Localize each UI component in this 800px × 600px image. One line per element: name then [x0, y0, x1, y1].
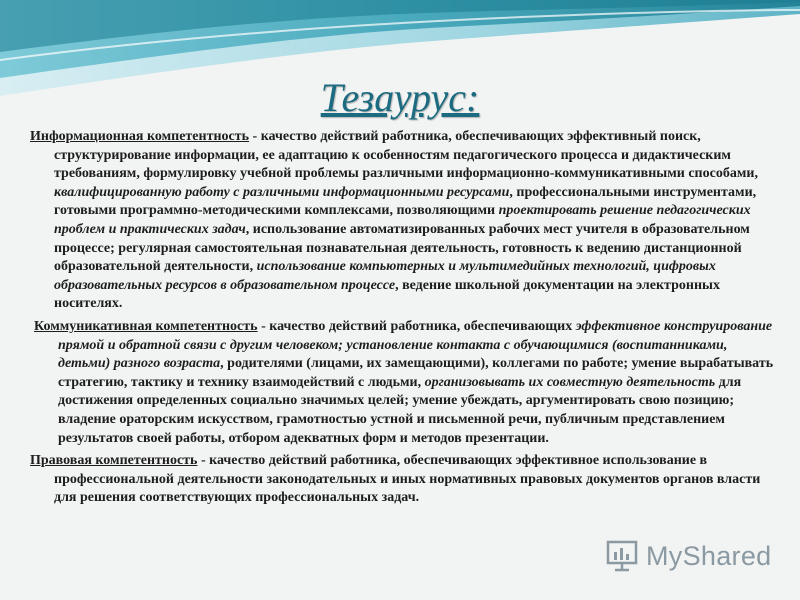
- text-segment-italic: организовывать их совместную деятельность: [424, 374, 716, 390]
- term-legal-competence: Правовая компетентность: [30, 453, 198, 469]
- paragraph-communicative-competence: [30, 318, 780, 448]
- text-segment: , ведение школьной документации на электронных носителях.: [54, 277, 720, 312]
- myshared-watermark: [606, 536, 771, 576]
- text-segment-italic: использование компьютерных и мультимедийных технологий, цифровых образовательных ресурсов в образовательном процессе: [54, 259, 716, 293]
- text-segment: для достижения определенных социально значимых целей; умение убеждать, аргументировать свою позицию; владение ораторским искусством, грамотностью устной и письменной речи, публичным представлением результатов своей работы, отбором адекватных форм и методов презентации.: [58, 374, 742, 446]
- slide-body: [30, 128, 780, 512]
- paragraph-information-competence: [30, 128, 780, 314]
- text-segment-italic: квалифицированную работу с различными информационными ресурсами: [54, 184, 510, 200]
- text-segment-italic: проектировать решение педагогических проблем и практических задач: [54, 203, 751, 237]
- paragraph-legal-competence: [30, 452, 780, 508]
- slide-title: Тезаурус:: [320, 75, 480, 120]
- text-segment: , использование автоматизированных рабочих мест учителя в образовательном процессе; регулярная самостоятельная познавательная деятельность, готовность к ведению дистанционной образовательной деятельности,: [54, 221, 750, 275]
- text-segment: - качество действий работника, обеспечивающих эффективный поиск, структурирование информации, ее адаптацию к особенностям педагогического процесса и дидактическим требованиям, формулировку учебной проблемы различными информационно-коммуникативными способами,: [54, 129, 758, 182]
- text-segment: , родителями (лицами, их замещающими), коллегами по работе; умение вырабатывать стратегию, тактику и технику взаимодействий с людьми,: [58, 356, 774, 390]
- watermark-brand-text: MyShared: [646, 540, 772, 571]
- text-segment: - качество действий работника, обеспечивающих: [257, 318, 576, 334]
- text-segment: , профессиональными инструментами, готовыми программно-методическими комплексами, позволяющими: [54, 184, 757, 219]
- term-information-competence: Информационная компетентность: [30, 129, 250, 144]
- term-communicative-competence: Коммуникативная компетентность: [34, 318, 258, 334]
- text-segment: - качество действий работника, обеспечивающих эффективное использование в профессиональной деятельности законодательных и иных нормативных правовых документов органов власти для решения соответствующих профессиональных задач.: [54, 453, 761, 506]
- text-segment-italic: эффективное конструирование прямой и обратной связи с другим человеком; установление контакта с обучающимися (воспитанниками, детьми) разного возраста: [58, 318, 773, 372]
- presentation-board-icon: [606, 539, 640, 573]
